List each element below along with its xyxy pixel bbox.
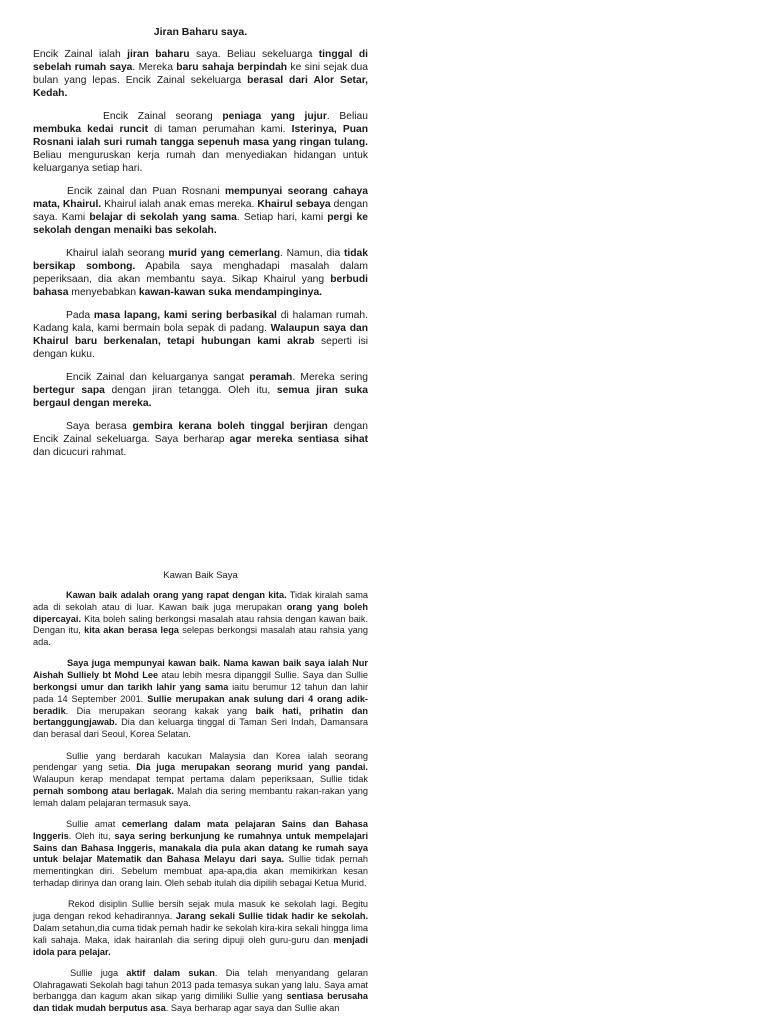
bold-phrase: pernah sombong atau berlagak. xyxy=(33,785,174,796)
essay-kawan-baik xyxy=(33,570,368,1025)
bold-phrase: Kawan baik adalah orang yang rapat dengan kita. xyxy=(66,590,287,600)
bold-phrase: masa lapang, kami sering berbasikal xyxy=(93,310,277,321)
text-run: Encik Zainal dan keluarganya sangat xyxy=(66,372,250,383)
text-run: ke sini sejak dua bulan yang lepas. Encik Zainal sekeluarga xyxy=(33,62,368,86)
text-run: di taman perumahan kami. xyxy=(148,124,292,135)
bold-phrase: pergi ke sekolah dengan menaiki bas sekolah. xyxy=(33,212,368,236)
bold-phrase: aktif dalam sukan xyxy=(126,967,215,978)
text-run: . Setiap hari, kami xyxy=(236,212,328,223)
bold-phrase: tinggal di sebelah rumah saya xyxy=(33,49,369,73)
text-run: Pada xyxy=(66,310,94,321)
bold-phrase: membuka kedai runcit xyxy=(33,124,149,135)
paragraph xyxy=(33,658,368,741)
text-run: menyebabkan xyxy=(68,287,139,298)
text-run: Apabila saya menghadapi masalah dalam peperiksaan, dia akan membantu saya. Sikap Khairul yang xyxy=(33,261,368,285)
paragraph xyxy=(33,371,368,410)
bold-phrase: Jarang sekali Sullie tidak hadir ke sekolah. xyxy=(175,911,368,922)
text-run: Beliau menguruskan kerja rumah dan menyediakan hidangan untuk keluarganya setiap hari. xyxy=(33,150,368,174)
text-run: dengan jiran tetangga. Oleh itu, xyxy=(104,385,277,396)
bold-phrase: Dia juga merupakan seorang murid yang pandai. xyxy=(136,762,368,773)
bold-phrase: kawan-kawan suka mendampinginya. xyxy=(138,287,323,298)
bold-phrase: kita akan berasa lega xyxy=(84,625,179,636)
bold-phrase: orang yang boleh dipercayai. xyxy=(33,601,368,624)
essay-body xyxy=(33,48,368,459)
bold-phrase: menjadi idola para pelajar. xyxy=(33,934,368,957)
bold-phrase: belajar di sekolah yang sama xyxy=(89,212,237,223)
text-run: Sullie amat xyxy=(66,819,122,830)
text-run: Encik Zainal seorang xyxy=(103,111,223,122)
paragraph xyxy=(33,110,368,175)
text-run: . Dia telah menyandang gelaran Olahragawati Sekolah bagi tahun 2013 pada temasya sukan yang lalu. Saya amat berbangga dan kagum akan sikap yang dimiliki Sullie yang xyxy=(33,967,368,1002)
essay-title: Jiran Baharu saya. xyxy=(153,26,248,38)
text-run: Dia dan keluarga tinggal di Taman Seri Indah, Damansara dan berasal dari Seoul, Korea Selatan. xyxy=(33,717,368,740)
paragraph xyxy=(33,899,368,958)
bold-phrase: cemerlang dalam mata pelajaran Sains dan Bahasa Inggeris xyxy=(33,819,368,841)
paragraph xyxy=(33,247,368,299)
essay-body xyxy=(33,590,368,1015)
text-run: atau lebih mesra dipanggil Sullie. Saya dan Sullie xyxy=(158,670,368,681)
text-run: Kita boleh saling berkongsi masalah atau rahsia dengan kawan baik. Dengan itu, xyxy=(33,613,368,636)
text-run: Sullie juga xyxy=(70,967,127,978)
text-run: Saya berasa xyxy=(66,421,133,432)
text-run: selepas berkongsi masalah atau rahsia yang ada. xyxy=(33,625,368,648)
bold-phrase: bertegur sapa xyxy=(33,385,105,396)
bold-phrase: agar mereka sentiasa sihat xyxy=(229,434,368,445)
text-run: Tidak kiralah sama ada di sekolah atau di luar. Kawan baik juga merupakan xyxy=(33,590,368,612)
bold-phrase: tidak bersikap sombong. xyxy=(33,248,368,272)
text-run: Encik zainal dan Puan Rosnani xyxy=(67,186,226,197)
text-run: Encik Zainal ialah xyxy=(33,49,128,60)
text-run: . Oleh itu, xyxy=(68,830,115,841)
bold-phrase: sentiasa berusaha dan tidak mudah berputus asa xyxy=(33,991,368,1014)
bold-phrase: mempunyai seorang cahaya mata, Khairul. xyxy=(33,186,368,210)
text-run: di halaman rumah. Kadang kala, kami bermain bola sepak di padang. xyxy=(33,310,368,334)
bold-phrase: Khairul sebaya xyxy=(257,199,331,210)
paragraph xyxy=(33,819,368,890)
paragraph xyxy=(33,968,368,1015)
bold-phrase: peramah xyxy=(249,372,293,383)
bold-phrase: gembira kerana boleh tinggal berjiran xyxy=(132,421,328,432)
text-run: dengan Encik Zainal sekeluarga. Saya berharap xyxy=(33,421,368,445)
text-run: . Mereka sering xyxy=(292,372,368,383)
paragraph xyxy=(33,185,368,237)
bold-phrase: berasal dari Alor Setar, Kedah. xyxy=(33,75,369,99)
bold-phrase: berkongsi umur dan tarikh lahir yang sama xyxy=(33,682,229,693)
paragraph xyxy=(33,751,368,810)
text-run: Dalam setahun,dia cuma tidak pernah hadir ke sekolah kira-kira sekali hingga lima kali sahaja. Maka, idak hairanlah dia sering dipuji oleh guru-guru dan xyxy=(33,922,369,945)
text-run: seperti isi dengan kuku. xyxy=(33,336,369,360)
bold-phrase: Saya juga mempunyai kawan baik. Nama kawan baik saya ialah Nur Aishah Sulliely bt Mohd Lee xyxy=(33,658,368,681)
text-run: Sullie tidak pernah mementingkan diri. Sebelum membuat apa-apa,dia akan memikirkan kesan terhadap dirinya dan orang lain. Oleh sebab itulah dia dipilih sebagai Ketua Murid. xyxy=(33,854,368,889)
bold-phrase: murid yang cemerlang xyxy=(168,248,280,259)
essay-title: Kawan Baik Saya xyxy=(163,570,238,581)
essay-jiran-baharu xyxy=(33,26,368,469)
bold-phrase: peniaga yang jujur xyxy=(222,111,327,122)
text-run: . Dia merupakan seorang kakak yang xyxy=(65,705,256,716)
text-run: Walaupun kerap mendapat tempat pertama dalam peperiksaan, Sullie tidak xyxy=(33,774,368,785)
text-run: . Mereka xyxy=(132,62,177,73)
paragraph xyxy=(33,48,368,100)
text-run: . Namun, dia xyxy=(279,248,344,259)
bold-phrase: baik hati, prihatin dan bertanggungjawab. xyxy=(33,705,369,728)
text-run: Malah dia sering membantu rakan-rakan yang lemah dalam pelajaran termasuk saya. xyxy=(33,785,368,808)
text-run: saya. Beliau sekeluarga xyxy=(189,49,319,60)
bold-phrase: Isterinya, Puan Rosnani ialah suri rumah tangga sepenuh masa yang ringan tulang. xyxy=(33,124,368,148)
bold-phrase: semua jiran suka bergaul dengan mereka. xyxy=(33,385,368,409)
text-run: Rekod disiplin Sullie bersih sejak mula masuk ke sekolah lagi. Begitu juga dengan rekod kehadirannya. xyxy=(33,899,368,922)
paragraph xyxy=(33,309,368,361)
bold-phrase: Walaupun saya dan Khairul baru berkenalan, tetapi hubungan kami akrab xyxy=(33,323,368,347)
bold-phrase: berbudi bahasa xyxy=(33,274,368,298)
text-run: . Beliau xyxy=(326,111,368,122)
paragraph xyxy=(33,420,368,459)
bold-phrase: jiran baharu xyxy=(127,49,190,60)
bold-phrase: saya sering berkunjung ke rumahnya untuk mempelajari Sains dan Bahasa Inggeris, manakala dia pula akan datang ke rumah saya untuk belajar Matematik dan Bahasa Melayu dari saya. xyxy=(33,830,369,865)
text-run: iaitu berumur 12 tahun dan lahir pada 14 September 2001. xyxy=(33,682,369,704)
bold-phrase: Sullie merupakan anak sulung dari 4 orang adik-beradik xyxy=(33,693,368,716)
bold-phrase: baru sahaja berpindah xyxy=(176,62,288,73)
text-run: Khairul ialah seorang xyxy=(66,248,169,259)
text-run: Sullie yang berdarah kacukan Malaysia dan Korea ialah seorang pendengar yang setia. xyxy=(33,750,368,773)
paragraph xyxy=(33,590,368,649)
text-run: dengan saya. Kami xyxy=(33,199,368,223)
text-run: . Saya berharap agar saya dan Sullie akan xyxy=(165,1003,340,1014)
text-run: Khairul ialah anak emas mereka. xyxy=(101,199,258,210)
text-run: dan dicucuri rahmat. xyxy=(33,447,127,458)
